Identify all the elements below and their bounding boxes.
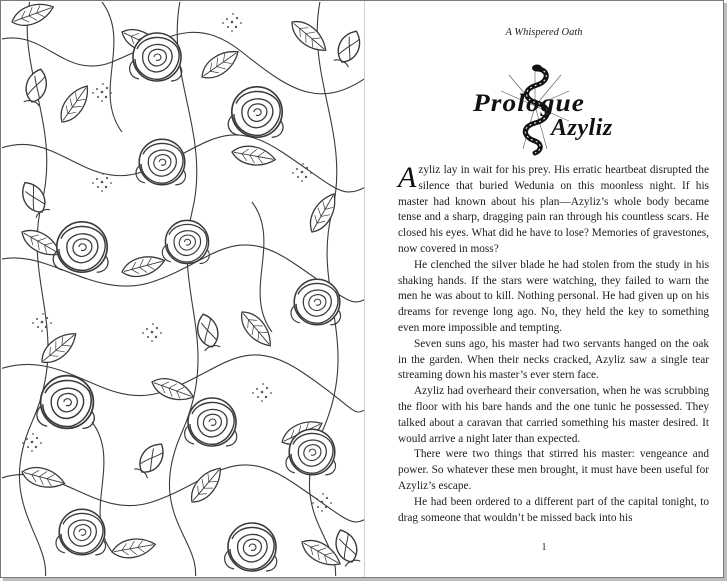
- page-number: 1: [541, 542, 547, 553]
- paragraph: Seven suns ago, his master had two servants hanged on the oak in the garden. When their necks cracked, Azyliz saw a single tear streaming down his master’s ever stern face.: [398, 337, 709, 382]
- paragraph: [398, 163, 709, 258]
- chapter-heading-ornament: [465, 61, 645, 161]
- chapter-label: Prologue: [471, 90, 585, 117]
- chapter-body: [398, 163, 709, 526]
- floral-pattern-illustration: [2, 2, 364, 576]
- paragraph: He had been ordered to a different part of the capital tonight, to drag someone that wouldn’t be missed back into his: [398, 495, 709, 524]
- chapter-title: Azyliz: [551, 115, 613, 141]
- floral-pattern-page: [2, 2, 364, 576]
- paragraph: He clenched the silver blade he had stolen from the study in his shaking hands. If the stars were watching, they failed to warn the men he was about to kill. Nothing personal. He had given up on his dreams for revenge long ago. No, they held the key to something even more impossible and tempting.: [398, 258, 709, 334]
- text-page: [365, 1, 723, 577]
- running-head: A Whispered Oath: [505, 27, 583, 38]
- paragraph-text: zyliz lay in wait for his prey. His erratic heartbeat disrupted the silence that buried Wedunia on this moonless night. If his master had known about his plan—Azyliz’s whole body became tense and a sharp, dragging pain ran through his countless scars. He closed his eyes. What did he have to lose? Memories of gravestones, now covered in moss?: [398, 164, 709, 255]
- paragraph: Azyliz had overheard their conversation, when he was scrubbing the floor with his bare hands and the one tunic he possessed. They talked about a caravan that carried something his master desired. It would arrive a night later than expected.: [398, 385, 709, 445]
- paragraph: There were two things that stirred his master: vengeance and power. So whatever these men brought, it must have been useful for Azyliz’s escape.: [398, 448, 709, 492]
- drop-cap: A: [398, 161, 417, 194]
